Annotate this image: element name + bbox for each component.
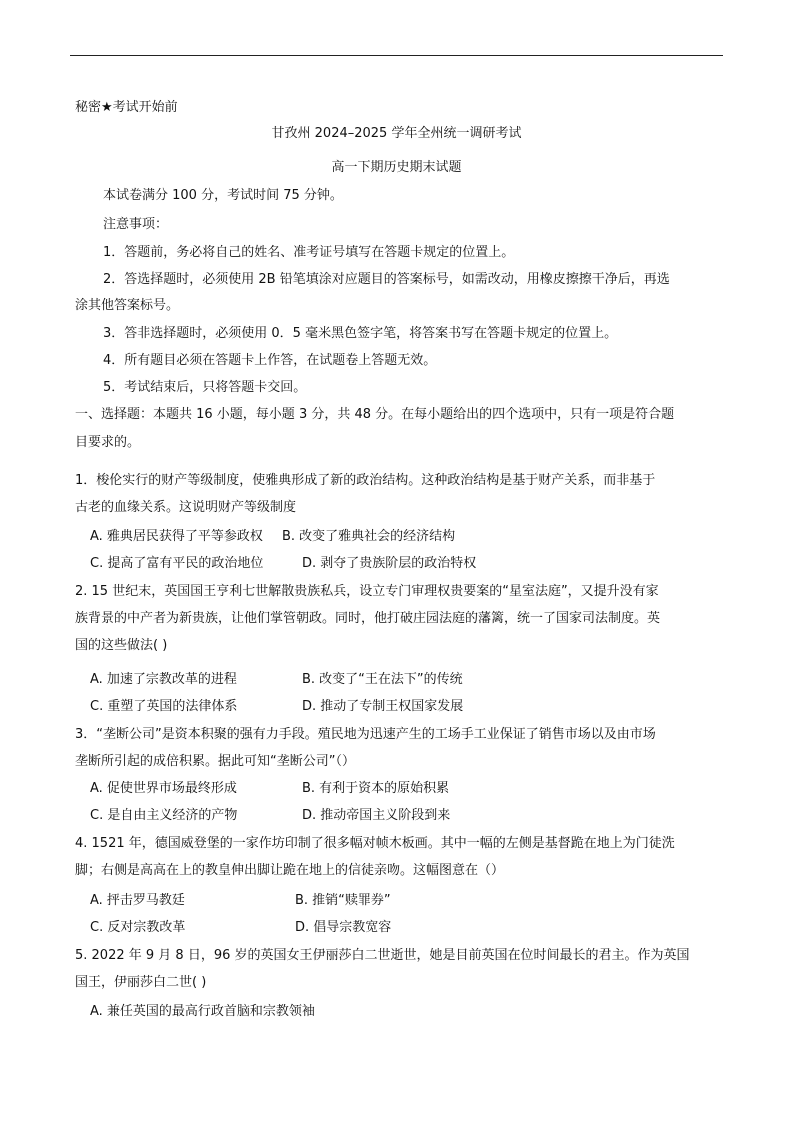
question-2-option-b: B. 改变了“王在法下”的传统 bbox=[302, 672, 463, 687]
question-3-line-2: 垄断所引起的成倍积累。据此可知“垄断公司”（） bbox=[75, 754, 355, 769]
section-heading: 一、选择题：本题共 16 小题，每小题 3 分，共 48 分。在每小题给出的四个选项中，只有一项是符合题 bbox=[75, 407, 675, 422]
notice-item-4: 4．所有题目必须在答题卡上作答，在试题卷上答题无效。 bbox=[103, 353, 437, 368]
question-4-option-c: C. 反对宗教改革 bbox=[90, 920, 186, 935]
question-1-option-d: D. 剥夺了贵族阶层的政治特权 bbox=[302, 556, 477, 571]
question-2-line-3: 国的这些做法( ) bbox=[75, 638, 168, 653]
notice-item-5: 5．考试结束后，只将答题卡交回。 bbox=[103, 380, 307, 395]
question-2-option-a: A. 加速了宗教改革的进程 bbox=[90, 672, 237, 687]
question-5-line-1: 5. 2022 年 9 月 8 日，96 岁的英国女王伊丽莎白二世逝世，她是目前英国在位时间最长的君主。作为英国 bbox=[75, 948, 690, 963]
question-2-option-c: C. 重塑了英国的法律体系 bbox=[90, 699, 238, 714]
question-5-line-2: 国王，伊丽莎白二世( ) bbox=[75, 975, 207, 990]
secret-label: 秘密★考试开始前 bbox=[75, 100, 178, 115]
notice-item-2: 2．答选择题时，必须使用 2B 铅笔填涂对应题目的答案标号，如需改动，用橡皮擦擦干净后，再选 bbox=[103, 272, 670, 287]
question-4-line-1: 4. 1521 年，德国威登堡的一家作坊印制了很多幅对帧木板画。其中一幅的左侧是基督跪在地上为门徒洗 bbox=[75, 836, 675, 851]
question-3-option-d: D. 推动帝国主义阶段到来 bbox=[302, 808, 451, 823]
question-1-line-1: 1．梭伦实行的财产等级制度，使雅典形成了新的政治结构。这种政治结构是基于财产关系，而非基于 bbox=[75, 473, 656, 488]
score-time-note: 本试卷满分 100 分，考试时间 75 分钟。 bbox=[103, 188, 343, 203]
question-1-option-c: C. 提高了富有平民的政治地位 bbox=[90, 556, 264, 571]
question-4-option-a: A. 抨击罗马教廷 bbox=[90, 893, 185, 908]
question-1-option-a: A. 雅典居民获得了平等参政权 bbox=[90, 529, 263, 544]
question-5-option-a: A. 兼任英国的最高行政首脑和宗教领袖 bbox=[90, 1004, 315, 1019]
question-3-option-a: A. 促使世界市场最终形成 bbox=[90, 781, 237, 796]
notice-item-1: 1．答题前，务必将自己的姓名、准考证号填写在答题卡规定的位置上。 bbox=[103, 245, 515, 260]
top-rule bbox=[70, 55, 723, 56]
question-4-option-b: B. 推销“赎罪券” bbox=[295, 893, 391, 908]
question-3-option-b: B. 有利于资本的原始积累 bbox=[302, 781, 450, 796]
question-1-line-2: 古老的血缘关系。这说明财产等级制度 bbox=[75, 500, 297, 515]
notice-item-2-cont: 涂其他答案标号。 bbox=[75, 298, 180, 313]
exam-title: 甘孜州 2024–2025 学年全州统一调研考试 bbox=[271, 126, 522, 141]
notice-item-3: 3．答非选择题时，必须使用 0．5 毫米黑色签字笔，将答案书写在答题卡规定的位置上。 bbox=[103, 326, 618, 341]
question-2-option-d: D. 推动了专制王权国家发展 bbox=[302, 699, 464, 714]
question-1-option-b: B. 改变了雅典社会的经济结构 bbox=[282, 529, 456, 544]
notice-label: 注意事项： bbox=[103, 217, 169, 232]
question-4-option-d: D. 倡导宗教宽容 bbox=[295, 920, 392, 935]
question-3-line-1: 3．“垄断公司”是资本积聚的强有力手段。殖民地为迅速产生的工场手工业保证了销售市场以及由市场 bbox=[75, 727, 656, 742]
section-heading-cont: 目要求的。 bbox=[75, 435, 141, 450]
question-3-option-c: C. 是自由主义经济的产物 bbox=[90, 808, 238, 823]
question-2-line-1: 2. 15 世纪末，英国国王亨利七世解散贵族私兵，设立专门审理权贵要案的“星室法庭”，又提升没有家 bbox=[75, 584, 659, 599]
question-2-line-2: 族背景的中产者为新贵族，让他们掌管朝政。同时，他打破庄园法庭的藩篱，统一了国家司法制度。英 bbox=[75, 611, 661, 626]
exam-subtitle: 高一下期历史期末试题 bbox=[331, 160, 462, 175]
question-4-line-2: 脚；右侧是高高在上的教皇伸出脚让跪在地上的信徒亲吻。这幅图意在（） bbox=[75, 863, 505, 878]
